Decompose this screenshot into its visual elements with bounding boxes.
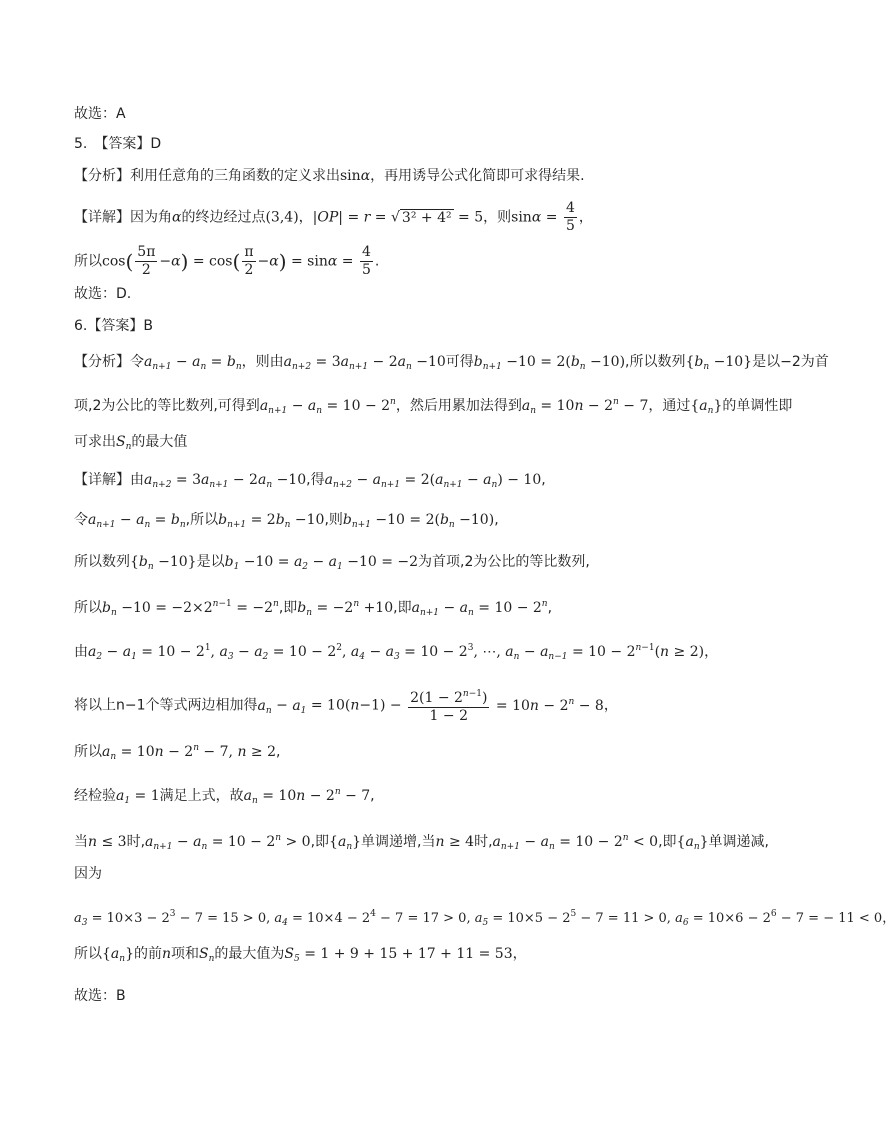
q6-analysis-line1: 【分析】令$a_{n+1} - a_n = b_n$，则由$a_{n+2} = 3a_{n+1} - 2a_n -10$可得$b_{n+1} -10 = 2(b_n -10)$,所以数列$\{b_n -10\}$是以−2为首 [74, 354, 829, 372]
q6-detail-line10: 因为 [74, 866, 102, 882]
q6-analysis-line2: 项,2为公比的等比数列,可得到$a_{n+1} - a_n = 10 - 2^n$，然后用累加法得到$a_n = 10n - 2^n - 7$，通过$\{a_n\}$的单调性即 [74, 397, 793, 416]
q5-detail: 【详解】因为角α的终边经过点(3,4)，|OP| = r = √ 3² + 4² = 5，则sinα = $\frac{4}{5}$ ， [74, 200, 593, 234]
q6-detail-line3: 所以数列$\{b_n -10\}$是以$b_1 -10 = a_2 - a_1 -10 = -2$为首项,2为公比的等比数列, [74, 554, 590, 572]
q5-analysis: 【分析】利用任意角的三角函数的定义求出sinα，再用诱导公式化简即可求得结果. [74, 168, 585, 184]
q6-detail-line5: 由$a_2 - a_1 = 10 - 2^1$, $a_3 - a_2 = 10 - 2^2$, $a_4 - a_3 = 10 - 2^3$, ⋯, $a_n - a_{n-1} = 10 - 2^{n-1}(n \ge 2)$， [74, 643, 719, 662]
q6-detail-line11: $a_3 = 10\times 3 - 2^3 - 7 = 15 > 0$, $a_4 = 10\times 4 - 2^4 - 7 = 17 > 0$, $a_5 = 10\times 5 - 2^5 - 7 = 11 > 0$, $a_6 = 10\times 6 - 2^6 - 7$ = − 11 < 0， [74, 909, 895, 928]
q6-detail-label: 【详解】 [74, 472, 130, 488]
q6-answer-head: 6.【答案】B [74, 318, 153, 334]
q6-analysis-line3: 可求出$S_n$的最大值 [74, 434, 188, 452]
q6-detail-line1: 【详解】由$a_{n+2} = 3a_{n+1} - 2a_n -10$,得$a_{n+2} - a_{n+1} = 2(a_{n+1} - a_n) - 10$, [74, 472, 546, 490]
q5-conclusion: 所以cos( $\frac{5\pi}{2}$ −α) = cos( $\frac{\pi}{2}$ −α) = sinα = $\frac{4}{5}$ . [74, 244, 380, 278]
q6-detail-line6: 将以上n−1个等式两边相加得$a_n - a_1 = 10(n-1)$ − $\frac{2(1 - 2^{n-1})}{1 - 2}$ = $10n - 2^n - 8$， [74, 686, 618, 725]
q5-analysis-label: 【分析】 [74, 168, 130, 184]
q6-detail-line12: 所以$\{a_n\}$的前n项和$S_n$的最大值为$S_5 = 1 + 9 + 15 + 17 + 11 = 53$， [74, 946, 527, 964]
q6-detail-line4: 所以$b_n -10 = -2\times 2^{n-1} = -2^n$,即$b_n = -2^n +10$,即$a_{n+1} - a_n = 10 - 2^n$, [74, 599, 553, 618]
q6-detail-line9: 当n ≤ 3时$,a_{n+1} - a_n = 10 - 2^n > 0$,即$\{a_n\}$单调递增,当n ≥ 4时$,a_{n+1} - a_n = 10 - 2^n < 0$,即$\{a_n\}$单调递减, [74, 833, 769, 852]
q6-detail-line2: 令$a_{n+1} - a_n = b_n$,所以$b_{n+1} = 2b_n -10$,则$b_{n+1} -10 = 2(b_n -10)$, [74, 512, 499, 530]
prev-choice: 故选：A [74, 106, 126, 122]
q5-detail-label: 【详解】 [74, 209, 130, 226]
q6-detail-line7: 所以$a_n = 10n - 2^n - 7$, n ≥ 2, [74, 743, 281, 762]
q6-detail-line8: 经检验$a_1 = 1$满足上式，故$a_n = 10n - 2^n - 7$, [74, 787, 375, 806]
q6-choice: 故选：B [74, 988, 126, 1004]
q5-answer-head: 5. 【答案】D [74, 136, 162, 152]
q6-analysis-label: 【分析】 [74, 354, 130, 370]
q5-choice: 故选：D. [74, 286, 132, 302]
